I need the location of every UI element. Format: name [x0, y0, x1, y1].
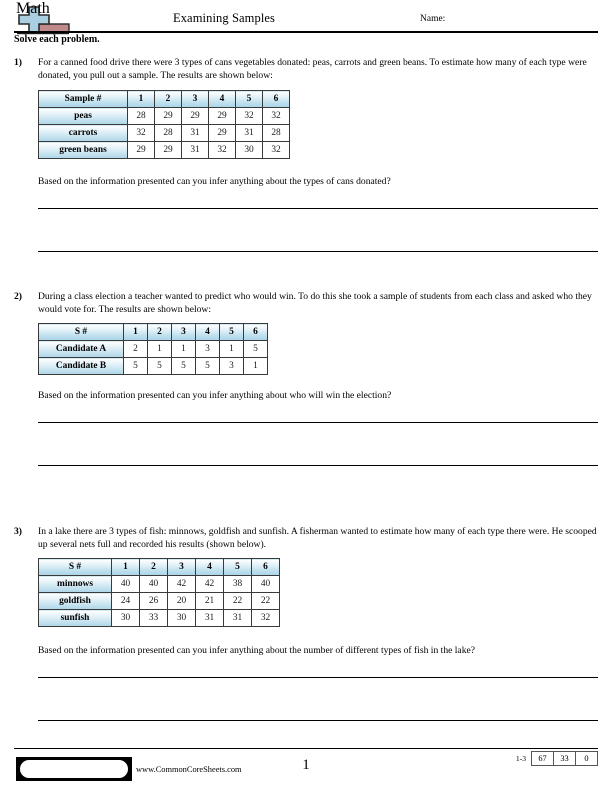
instruction-text: Solve each problem. [14, 34, 100, 45]
column-header: 2 [140, 559, 168, 576]
problem-question: Based on the information presented can you infer anything about the number of different types of fish in the lake? [38, 645, 476, 656]
score-box: 33 [553, 751, 575, 766]
page-number: 1 [302, 757, 310, 773]
table-cell: 40 [140, 576, 168, 593]
answer-line[interactable] [38, 677, 598, 678]
subject-badge-label: Math [16, 0, 50, 17]
table-cell: 3 [196, 341, 220, 358]
table-cell: 42 [196, 576, 224, 593]
table-cell: 28 [155, 125, 182, 142]
table-cell: 5 [172, 358, 196, 375]
table-cell: 30 [168, 610, 196, 627]
table-row [39, 142, 290, 159]
column-header: 2 [155, 91, 182, 108]
table-cell: 26 [140, 593, 168, 610]
table-cell: 42 [168, 576, 196, 593]
problem-number: 2) [14, 291, 22, 302]
table-row [39, 610, 280, 627]
table-cell: 31 [236, 125, 263, 142]
column-header: 5 [236, 91, 263, 108]
table-cell: 5 [124, 358, 148, 375]
table-cell: 5 [244, 341, 268, 358]
table-cell: 31 [224, 610, 252, 627]
table-cell: 29 [209, 125, 236, 142]
problem-statement: During a class election a teacher wanted to predict who would win. To do this she took a sample of students from each class and asked who they would vote for. The results are shown below: [38, 291, 592, 315]
table-cell: 32 [263, 108, 290, 125]
table-cell: 33 [140, 610, 168, 627]
table-cell: 32 [252, 610, 280, 627]
column-header: 5 [220, 324, 244, 341]
table-cell: 29 [128, 142, 155, 159]
problem-statement: For a canned food drive there were 3 types of cans vegetables donated: peas, carrots and green beans. To estimate how many of each type were donated, you pull out a sample. The results are shown below: [38, 57, 587, 81]
table-row [39, 125, 290, 142]
column-header: 3 [182, 91, 209, 108]
data-table-1 [38, 90, 290, 159]
table-cell: 30 [112, 610, 140, 627]
column-header: 4 [196, 324, 220, 341]
row-label: minnows [39, 576, 112, 593]
table-cell: 31 [196, 610, 224, 627]
row-label: goldfish [39, 593, 112, 610]
column-header: 2 [148, 324, 172, 341]
column-header: 6 [252, 559, 280, 576]
row-label: green beans [39, 142, 128, 159]
score-range-label: 1-3 [515, 754, 526, 763]
table-row [39, 593, 280, 610]
table-corner-label: S # [39, 559, 112, 576]
column-header: 1 [112, 559, 140, 576]
column-header: 5 [224, 559, 252, 576]
table-cell: 32 [128, 125, 155, 142]
score-box: 0 [575, 751, 598, 766]
table-cell: 40 [112, 576, 140, 593]
table-cell: 20 [168, 593, 196, 610]
answer-line[interactable] [38, 251, 598, 252]
table-cell: 1 [148, 341, 172, 358]
table-cell: 31 [182, 142, 209, 159]
row-label: Candidate B [39, 358, 124, 375]
table-cell: 3 [220, 358, 244, 375]
table-row [39, 341, 268, 358]
table-cell: 28 [128, 108, 155, 125]
answer-line[interactable] [38, 465, 598, 466]
table-cell: 1 [220, 341, 244, 358]
problem-statement: In a lake there are 3 types of fish: minnows, goldfish and sunfish. A fisherman wanted to estimate how many of each type there were. He scooped up several nets full and recorded his results (shown below). [38, 526, 597, 550]
table-cell: 1 [172, 341, 196, 358]
problem-question: Based on the information presented can you infer anything about who will win the election? [38, 390, 392, 401]
table-cell: 29 [182, 108, 209, 125]
column-header: 1 [124, 324, 148, 341]
table-row [39, 576, 280, 593]
name-label: Name: [420, 14, 446, 24]
table-cell: 29 [155, 108, 182, 125]
table-cell: 32 [263, 142, 290, 159]
problem-question: Based on the information presented can you infer anything about the types of cans donated? [38, 176, 391, 187]
table-cell: 21 [196, 593, 224, 610]
column-header: 4 [209, 91, 236, 108]
footer-divider [14, 748, 598, 749]
column-header: 6 [263, 91, 290, 108]
table-cell: 5 [148, 358, 172, 375]
table-cell: 22 [224, 593, 252, 610]
data-table-2 [38, 323, 268, 375]
answer-line[interactable] [38, 720, 598, 721]
table-row [39, 358, 268, 375]
table-header-row [39, 324, 268, 341]
answer-line[interactable] [38, 422, 598, 423]
score-box: 67 [531, 751, 553, 766]
score-key [516, 751, 598, 766]
row-label: sunfish [39, 610, 112, 627]
data-table-3 [38, 558, 280, 627]
table-cell: 29 [209, 108, 236, 125]
table-cell: 40 [252, 576, 280, 593]
table-cell: 30 [236, 142, 263, 159]
table-cell: 38 [224, 576, 252, 593]
column-header: 3 [172, 324, 196, 341]
table-cell: 2 [124, 341, 148, 358]
table-cell: 32 [209, 142, 236, 159]
column-header: 4 [196, 559, 224, 576]
problem-number: 1) [14, 57, 22, 68]
row-label: Candidate A [39, 341, 124, 358]
column-header: 6 [244, 324, 268, 341]
column-header: 1 [128, 91, 155, 108]
table-cell: 5 [196, 358, 220, 375]
header-divider [14, 31, 598, 33]
table-header-row [39, 559, 280, 576]
column-header: 3 [168, 559, 196, 576]
row-label: carrots [39, 125, 128, 142]
table-corner-label: Sample # [39, 91, 128, 108]
website-url: www.CommonCoreSheets.com [136, 765, 242, 774]
table-row [39, 108, 290, 125]
table-cell: 28 [263, 125, 290, 142]
page-title: Examining Samples [172, 11, 276, 25]
table-corner-label: S # [39, 324, 124, 341]
problem-number: 3) [14, 526, 22, 537]
answer-line[interactable] [38, 208, 598, 209]
table-cell: 31 [182, 125, 209, 142]
table-cell: 1 [244, 358, 268, 375]
table-header-row [39, 91, 290, 108]
table-cell: 22 [252, 593, 280, 610]
table-cell: 29 [155, 142, 182, 159]
table-cell: 32 [236, 108, 263, 125]
table-cell: 24 [112, 593, 140, 610]
row-label: peas [39, 108, 128, 125]
